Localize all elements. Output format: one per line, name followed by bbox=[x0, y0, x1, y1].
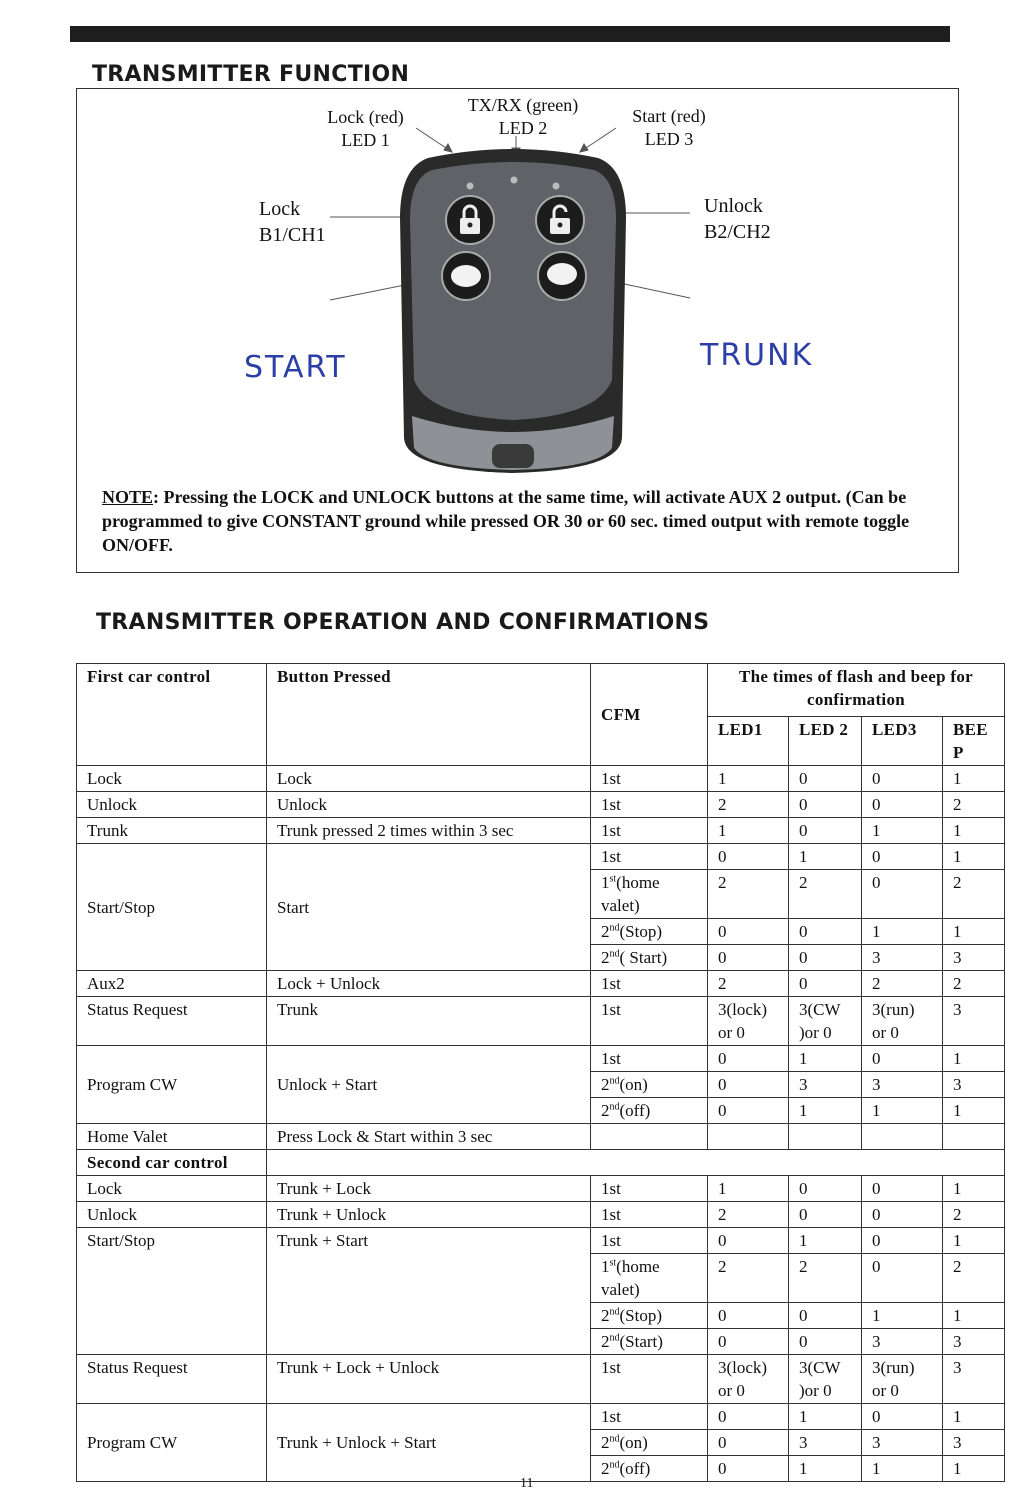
table-cell: 2 bbox=[943, 971, 1005, 997]
table-cell: 1 bbox=[862, 818, 943, 844]
header-first-car: First car control bbox=[77, 664, 267, 766]
table-cell: 0 bbox=[789, 792, 862, 818]
table-cell: 0 bbox=[708, 1072, 789, 1098]
table-cell: 1st bbox=[591, 1228, 708, 1254]
table-cell: Lock bbox=[267, 766, 591, 792]
table-cell: 3 bbox=[943, 997, 1005, 1046]
table-cell: 0 bbox=[862, 1228, 943, 1254]
table-cell: 3(run) or 0 bbox=[862, 1355, 943, 1404]
table-cell: Trunk + Lock bbox=[267, 1176, 591, 1202]
table-cell: 1st bbox=[591, 1046, 708, 1072]
table-cell: 2nd(on) bbox=[591, 1072, 708, 1098]
table-cell: 2 bbox=[943, 1254, 1005, 1303]
table-cell: 0 bbox=[789, 1303, 862, 1329]
txrx-led-label: TX/RX (green) LED 2 bbox=[467, 95, 579, 138]
header-led1: LED1 bbox=[708, 717, 789, 766]
table-cell: 1 bbox=[943, 1303, 1005, 1329]
table-cell: 2 bbox=[862, 971, 943, 997]
table-cell: 3 bbox=[862, 1329, 943, 1355]
table-cell: Start bbox=[267, 844, 591, 971]
table-cell: 0 bbox=[789, 818, 862, 844]
table-cell: 0 bbox=[789, 1176, 862, 1202]
table-cell: 1 bbox=[789, 1046, 862, 1072]
table-cell: Trunk + Unlock + Start bbox=[267, 1404, 591, 1482]
table-cell: 2nd( Start) bbox=[591, 945, 708, 971]
table-cell: 1st bbox=[591, 1202, 708, 1228]
table-cell: 3 bbox=[862, 945, 943, 971]
start-led-label: Start (red) LED 3 bbox=[632, 106, 706, 149]
table-cell: 1 bbox=[943, 818, 1005, 844]
table-cell: 2nd(off) bbox=[591, 1456, 708, 1482]
table-cell: 0 bbox=[708, 1329, 789, 1355]
table-cell: 1 bbox=[789, 1456, 862, 1482]
table-cell: 1 bbox=[862, 1098, 943, 1124]
table-cell: 3 bbox=[943, 1430, 1005, 1456]
table-cell: 0 bbox=[862, 792, 943, 818]
table-cell: 1st bbox=[591, 792, 708, 818]
table-cell: 1st bbox=[591, 766, 708, 792]
table-cell: Start/Stop bbox=[77, 1228, 267, 1355]
table-cell: Program CW bbox=[77, 1046, 267, 1124]
table-cell: 2 bbox=[943, 1202, 1005, 1228]
table-cell: 3 bbox=[862, 1430, 943, 1456]
table-cell: 2nd(Stop) bbox=[591, 1303, 708, 1329]
section-heading-function: TRANSMITTER FUNCTION bbox=[92, 62, 410, 87]
lock-led-label: Lock (red) LED 1 bbox=[327, 107, 404, 150]
table-cell: 0 bbox=[789, 971, 862, 997]
note-text: NOTE: Pressing the LOCK and UNLOCK buttons at the same time, will activate AUX 2 output. (Can be programmed to give CONSTANT ground while pressed OR 30 or 60 sec. timed output with remote toggle ON/OFF. bbox=[102, 487, 910, 555]
table-cell: 3 bbox=[943, 1072, 1005, 1098]
table-cell: 0 bbox=[862, 844, 943, 870]
table-cell: 3(CW )or 0 bbox=[789, 1355, 862, 1404]
table-cell: Unlock + Start bbox=[267, 1046, 591, 1124]
table-cell: 0 bbox=[862, 1254, 943, 1303]
table-cell: 3 bbox=[943, 945, 1005, 971]
table-cell: Status Request bbox=[77, 1355, 267, 1404]
table-cell: Press Lock & Start within 3 sec bbox=[267, 1124, 591, 1150]
table-cell: 1st(home valet) bbox=[591, 1254, 708, 1303]
table-cell: Unlock bbox=[267, 792, 591, 818]
header-led3: LED3 bbox=[862, 717, 943, 766]
handwritten-start: START bbox=[244, 350, 347, 385]
table-cell: 3 bbox=[943, 1355, 1005, 1404]
table-cell: 1 bbox=[943, 919, 1005, 945]
table-cell: 1 bbox=[708, 766, 789, 792]
table-cell: 0 bbox=[708, 844, 789, 870]
table-cell: 1 bbox=[789, 1098, 862, 1124]
table-cell: 1st bbox=[591, 844, 708, 870]
operations-table bbox=[76, 663, 1005, 1482]
unlock-button-label: Unlock B2/CH2 bbox=[704, 195, 771, 243]
table-cell: 2 bbox=[708, 971, 789, 997]
table-cell: 1 bbox=[789, 844, 862, 870]
page-number: 11 bbox=[520, 1476, 534, 1491]
table-cell: 2nd(off) bbox=[591, 1098, 708, 1124]
table-cell: 3 bbox=[862, 1072, 943, 1098]
table-cell: 1st bbox=[591, 1404, 708, 1430]
table-cell: 0 bbox=[789, 1329, 862, 1355]
table-cell: Unlock bbox=[77, 792, 267, 818]
table-cell bbox=[789, 1124, 862, 1150]
table-cell: 2 bbox=[943, 792, 1005, 818]
header-button-pressed: Button Pressed bbox=[267, 664, 591, 766]
table-cell: 0 bbox=[862, 766, 943, 792]
table-cell: 0 bbox=[862, 1176, 943, 1202]
table-cell: 2nd(on) bbox=[591, 1430, 708, 1456]
table-cell bbox=[862, 1124, 943, 1150]
table-cell: 1 bbox=[862, 1303, 943, 1329]
table-cell: 2 bbox=[708, 1254, 789, 1303]
table-cell: 1 bbox=[943, 1046, 1005, 1072]
table-cell: Start/Stop bbox=[77, 844, 267, 971]
table-cell: 0 bbox=[789, 766, 862, 792]
table-cell: 0 bbox=[708, 1046, 789, 1072]
table-cell: 3(CW )or 0 bbox=[789, 997, 862, 1046]
table-cell: 1st bbox=[591, 1176, 708, 1202]
table-cell: 1 bbox=[789, 1404, 862, 1430]
table-cell: Trunk + Start bbox=[267, 1228, 591, 1355]
table-cell: 1 bbox=[862, 919, 943, 945]
table-cell: 2 bbox=[708, 870, 789, 919]
lock-button-label: Lock B1/CH1 bbox=[259, 198, 326, 246]
table-cell: Trunk + Unlock bbox=[267, 1202, 591, 1228]
table-cell bbox=[591, 1124, 708, 1150]
table-cell: 1 bbox=[789, 1228, 862, 1254]
table-cell: Program CW bbox=[77, 1404, 267, 1482]
table-cell: Trunk bbox=[77, 818, 267, 844]
table-cell bbox=[943, 1124, 1005, 1150]
table-cell: 2 bbox=[789, 870, 862, 919]
table-cell: Unlock bbox=[77, 1202, 267, 1228]
table-cell: 0 bbox=[862, 1046, 943, 1072]
table-cell: 1st bbox=[591, 971, 708, 997]
table-cell: 2nd(Start) bbox=[591, 1329, 708, 1355]
table-cell: 0 bbox=[862, 870, 943, 919]
table-cell: 1st bbox=[591, 818, 708, 844]
handwritten-trunk: TRUNK bbox=[700, 338, 814, 373]
table-cell: 0 bbox=[708, 1228, 789, 1254]
table-cell: 3 bbox=[789, 1430, 862, 1456]
table-cell: 0 bbox=[708, 919, 789, 945]
table-cell: 0 bbox=[789, 945, 862, 971]
header-cfm: CFM bbox=[591, 664, 708, 766]
table-cell: 1 bbox=[943, 844, 1005, 870]
table-cell: 0 bbox=[708, 1430, 789, 1456]
table-cell: 2 bbox=[708, 1202, 789, 1228]
header-beep: BEE P bbox=[943, 717, 1005, 766]
table-cell: Lock bbox=[77, 766, 267, 792]
table-cell: 0 bbox=[862, 1404, 943, 1430]
table-cell: 0 bbox=[789, 919, 862, 945]
table-cell: 1st(home valet) bbox=[591, 870, 708, 919]
table-cell: 3(lock) or 0 bbox=[708, 1355, 789, 1404]
table-cell: 0 bbox=[862, 1202, 943, 1228]
table-cell: 3(run) or 0 bbox=[862, 997, 943, 1046]
table-cell bbox=[708, 1124, 789, 1150]
table-cell: 3(lock) or 0 bbox=[708, 997, 789, 1046]
table-cell: 1 bbox=[943, 1456, 1005, 1482]
table-cell: Trunk pressed 2 times within 3 sec bbox=[267, 818, 591, 844]
table-cell: 1st bbox=[591, 1355, 708, 1404]
table-cell: 1 bbox=[943, 766, 1005, 792]
table-cell: 3 bbox=[789, 1072, 862, 1098]
header-led2: LED 2 bbox=[789, 717, 862, 766]
table-cell: 1 bbox=[943, 1098, 1005, 1124]
table-cell: 1st bbox=[591, 997, 708, 1046]
table-cell: 2 bbox=[943, 870, 1005, 919]
table-cell: Aux2 bbox=[77, 971, 267, 997]
table-cell: 2 bbox=[708, 792, 789, 818]
table-cell: 1 bbox=[708, 818, 789, 844]
table-cell: Home Valet bbox=[77, 1124, 267, 1150]
table-cell: 2nd(Stop) bbox=[591, 919, 708, 945]
table-cell: 1 bbox=[943, 1404, 1005, 1430]
table-cell: 1 bbox=[708, 1176, 789, 1202]
table-cell: 0 bbox=[708, 1404, 789, 1430]
section-heading-operation: TRANSMITTER OPERATION AND CONFIRMATIONS bbox=[96, 610, 710, 635]
table-cell: 0 bbox=[708, 1098, 789, 1124]
remote-image bbox=[398, 148, 628, 478]
table-cell: Status Request bbox=[77, 997, 267, 1046]
table-cell: 0 bbox=[789, 1202, 862, 1228]
table-cell: Lock bbox=[77, 1176, 267, 1202]
table-cell bbox=[267, 1150, 1005, 1176]
table-cell: Lock + Unlock bbox=[267, 971, 591, 997]
table-cell: 1 bbox=[943, 1228, 1005, 1254]
second-car-header: Second car control bbox=[77, 1150, 267, 1176]
table-cell: 3 bbox=[943, 1329, 1005, 1355]
table-cell: 0 bbox=[708, 1303, 789, 1329]
table-cell: 0 bbox=[708, 1456, 789, 1482]
table-cell: 2 bbox=[789, 1254, 862, 1303]
table-cell: 1 bbox=[862, 1456, 943, 1482]
header-times: The times of flash and beep for confirmation bbox=[708, 664, 1005, 717]
table-cell: Trunk bbox=[267, 997, 591, 1046]
table-cell: Trunk + Lock + Unlock bbox=[267, 1355, 591, 1404]
table-cell: 1 bbox=[943, 1176, 1005, 1202]
table-cell: 0 bbox=[708, 945, 789, 971]
